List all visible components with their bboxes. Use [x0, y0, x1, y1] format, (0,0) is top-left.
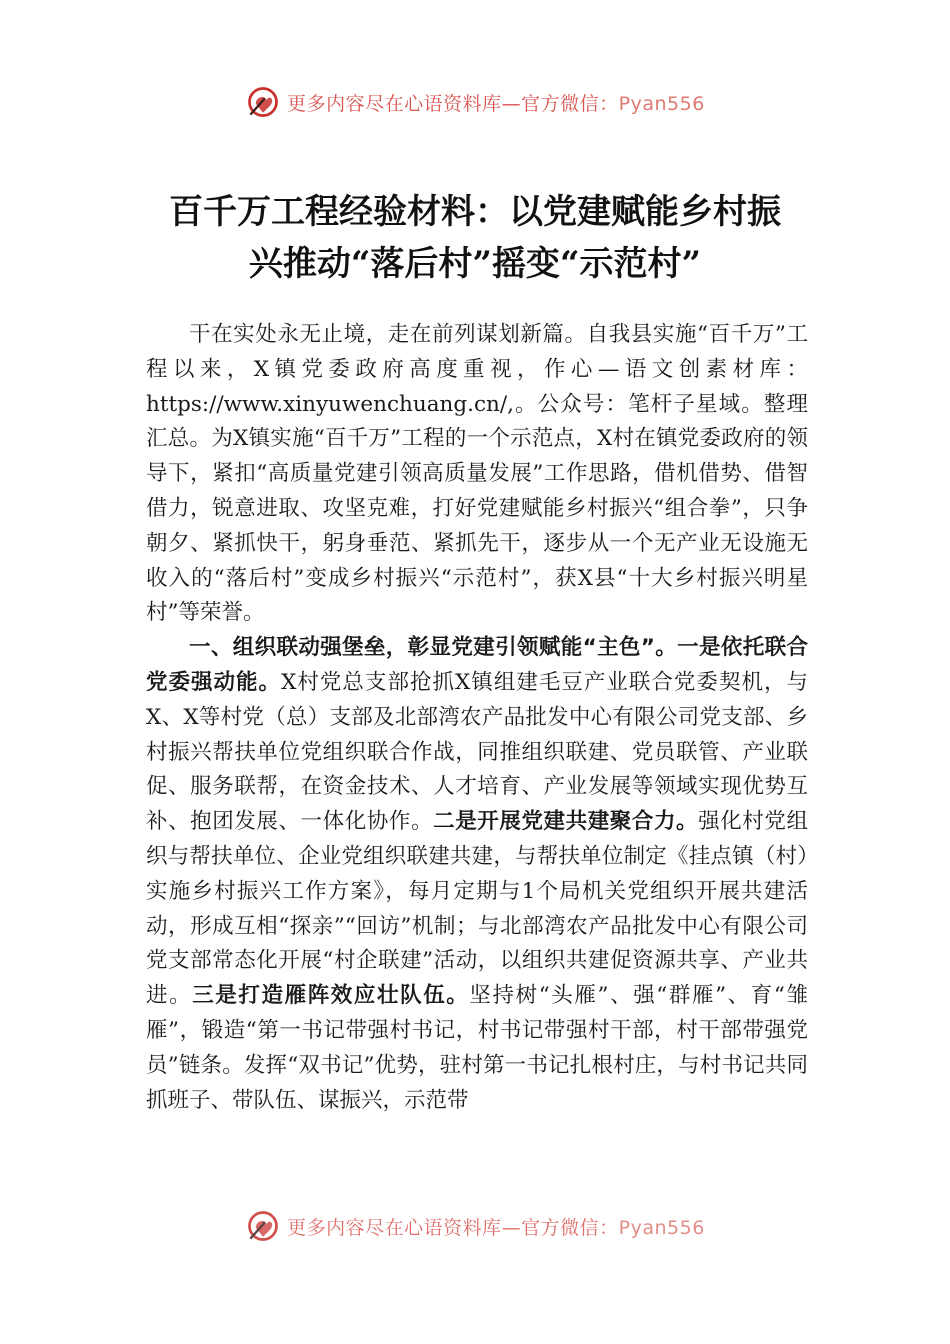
point-three-title: 三是打造雁阵效应壮队伍。	[192, 983, 470, 1009]
watermark-text: 更多内容尽在心语资料库—官方微信：Pyan556	[287, 1216, 705, 1239]
section-one-paragraph	[146, 631, 808, 1118]
point-three-text: 坚持树“头雁”、强“群雁”、育“雏雁”，锻造“第一书记带强村书记，村书记带强村干部，村干部带强党员”链条。发挥“双书记”优势，驻村第一书记扎根村庄，与村书记共同抓班子、带队伍、谋振兴，示范带	[146, 983, 808, 1113]
point-two-text: 强化村党组织与帮扶单位、企业党组织联建共建，与帮扶单位制定《挂点镇（村）实施乡村振兴工作方案》，每月定期与1个局机关党组织开展共建活动，形成互相“探亲”“回访”机制；与北部湾农产品批发中心有限公司党支部常态化开展“村企联建”活动，以组织共建促资源共享、产业共进。	[146, 809, 808, 1009]
point-one-title: 一是依托联合党委强动能。	[146, 635, 808, 695]
watermark-footer	[0, 1208, 950, 1244]
title-line-1: 百千万工程经验材料：以党建赋能乡村振	[169, 192, 781, 232]
watermark-text: 更多内容尽在心语资料库—官方微信：Pyan556	[287, 92, 705, 115]
section-heading: 一、组织联动强堡垒，彰显党建引领赋能“主色”。	[189, 635, 678, 661]
point-one-text: X村党总支部抢抓X镇组建毛豆产业联合党委契机，与X、X等村党（总）支部及北部湾农产品批发中心有限公司党支部、乡村振兴帮扶单位党组织联合作战，同推组织联建、党员联管、产业联促、服务联帮，在资金技术、人才培育、产业发展等领域实现优势互补、抱团发展、一体化协作。	[146, 669, 808, 835]
watermark-header	[0, 84, 950, 120]
document-body	[146, 318, 808, 1118]
title-line-2: 兴推动“落后村”摇变“示范村”	[248, 244, 702, 284]
point-two-title: 二是开展党建共建聚合力。	[433, 809, 699, 835]
intro-paragraph: 干在实处永无止境，走在前列谋划新篇。自我县实施“百千万”工程以来，X镇党委政府高度重视，作心—语文创素材库：https://www.xinyuwenchuang.cn/,。公众号：笔杆子星域。整理汇总。为X镇实施“百千万”工程的一个示范点，X村在镇党委政府的领导下，紧扣“高质量党建引领高质量发展”工作思路，借机借势、借智借力，锐意进取、攻坚克难，打好党建赋能乡村振兴“组合拳”，只争朝夕、紧抓快干，躬身垂范、紧抓先干，逐步从一个无产业无设施无收入的“落后村”变成乡村振兴“示范村”，获X县“十大乡村振兴明星村”等荣誉。	[146, 322, 808, 626]
heart-pen-logo-icon	[245, 1208, 281, 1244]
heart-pen-logo-icon	[245, 84, 281, 120]
document-title	[110, 186, 840, 290]
